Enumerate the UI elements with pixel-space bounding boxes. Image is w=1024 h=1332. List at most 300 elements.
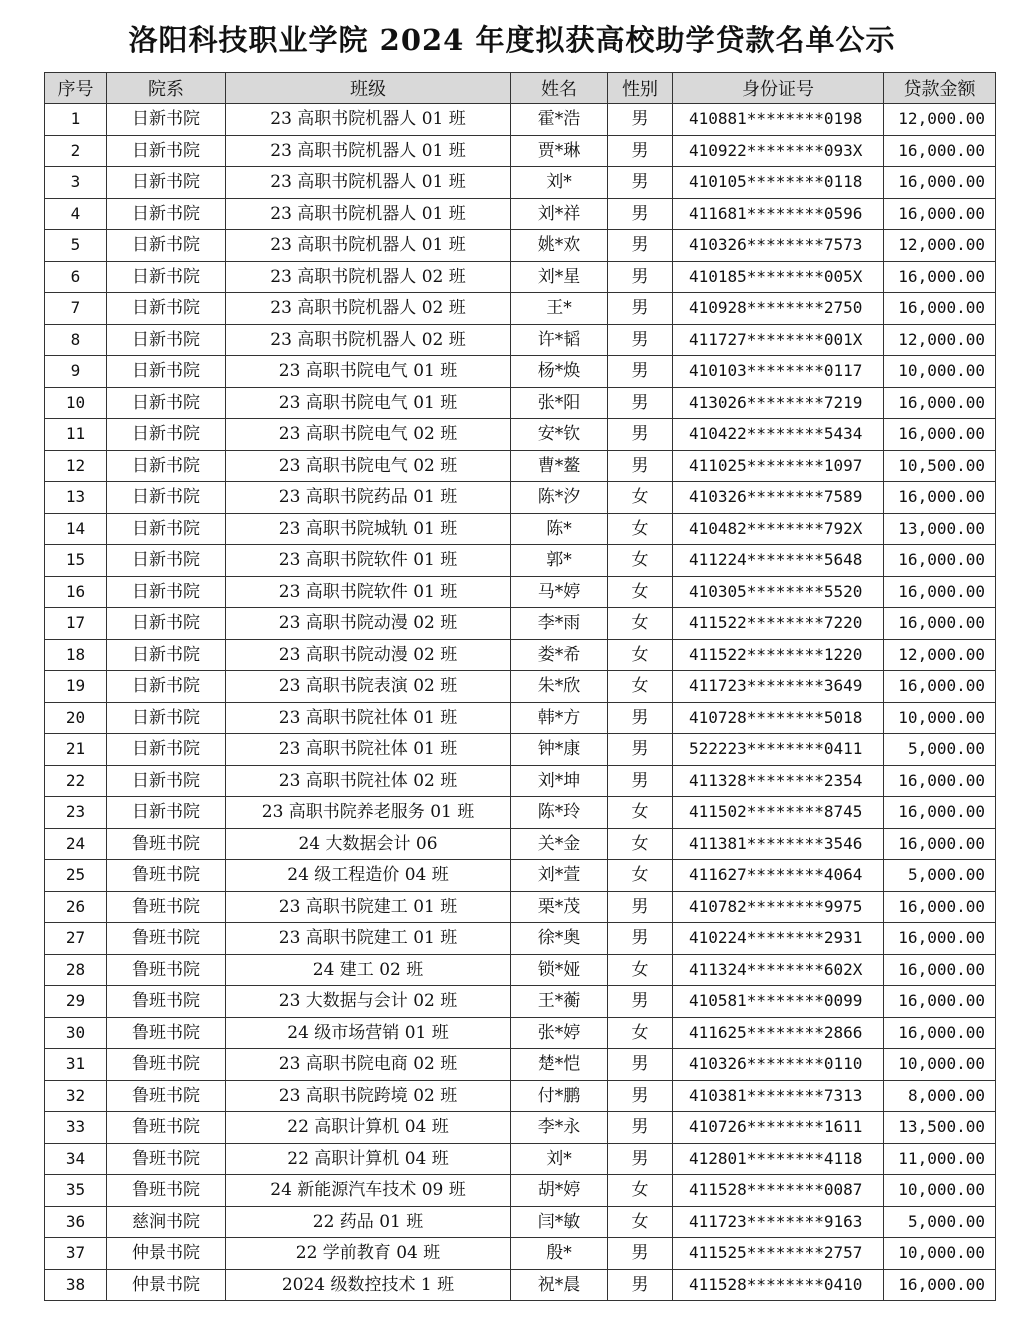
cell-index: 14 — [45, 513, 107, 545]
table-row — [45, 261, 996, 293]
cell-id-number: 410224********2931 — [673, 923, 884, 955]
cell-name: 王* — [511, 293, 608, 325]
table-row — [45, 419, 996, 451]
cell-loan-amount: 12,000.00 — [884, 324, 996, 356]
cell-class: 23 高职书院表演 02 班 — [226, 671, 511, 703]
cell-class: 24 级工程造价 04 班 — [226, 860, 511, 892]
cell-gender: 女 — [608, 671, 673, 703]
cell-id-number: 410422********5434 — [673, 419, 884, 451]
cell-id-number: 410928********2750 — [673, 293, 884, 325]
cell-gender: 男 — [608, 1080, 673, 1112]
cell-name: 刘*星 — [511, 261, 608, 293]
cell-class: 23 高职书院建工 01 班 — [226, 891, 511, 923]
cell-name: 刘* — [511, 1143, 608, 1175]
cell-gender: 男 — [608, 387, 673, 419]
cell-id-number: 411328********2354 — [673, 765, 884, 797]
cell-index: 16 — [45, 576, 107, 608]
cell-class: 23 高职书院跨境 02 班 — [226, 1080, 511, 1112]
table-row — [45, 1080, 996, 1112]
cell-class: 23 高职书院建工 01 班 — [226, 923, 511, 955]
cell-index: 35 — [45, 1175, 107, 1207]
cell-name: 许*韬 — [511, 324, 608, 356]
cell-department: 日新书院 — [107, 104, 226, 136]
cell-class: 23 高职书院机器人 01 班 — [226, 167, 511, 199]
cell-class: 23 高职书院动漫 02 班 — [226, 608, 511, 640]
cell-loan-amount: 16,000.00 — [884, 198, 996, 230]
cell-department: 日新书院 — [107, 545, 226, 577]
cell-id-number: 410103********0117 — [673, 356, 884, 388]
cell-name: 马*婷 — [511, 576, 608, 608]
cell-index: 6 — [45, 261, 107, 293]
cell-loan-amount: 16,000.00 — [884, 261, 996, 293]
table-row — [45, 1112, 996, 1144]
cell-gender: 男 — [608, 419, 673, 451]
cell-id-number: 411627********4064 — [673, 860, 884, 892]
table-row — [45, 167, 996, 199]
cell-id-number: 411522********7220 — [673, 608, 884, 640]
cell-loan-amount: 16,000.00 — [884, 387, 996, 419]
cell-index: 9 — [45, 356, 107, 388]
cell-class: 23 高职书院电气 01 班 — [226, 387, 511, 419]
cell-class: 23 高职书院软件 01 班 — [226, 576, 511, 608]
table-row — [45, 387, 996, 419]
cell-name: 刘*祥 — [511, 198, 608, 230]
cell-name: 徐*奥 — [511, 923, 608, 955]
cell-id-number: 411025********1097 — [673, 450, 884, 482]
cell-index: 3 — [45, 167, 107, 199]
cell-id-number: 410326********0110 — [673, 1049, 884, 1081]
cell-loan-amount: 12,000.00 — [884, 639, 996, 671]
cell-department: 日新书院 — [107, 230, 226, 262]
cell-department: 日新书院 — [107, 450, 226, 482]
cell-class: 23 高职书院动漫 02 班 — [226, 639, 511, 671]
cell-department: 鲁班书院 — [107, 1143, 226, 1175]
cell-id-number: 410581********0099 — [673, 986, 884, 1018]
cell-index: 32 — [45, 1080, 107, 1112]
table-row — [45, 293, 996, 325]
cell-index: 13 — [45, 482, 107, 514]
cell-index: 7 — [45, 293, 107, 325]
cell-id-number: 411224********5648 — [673, 545, 884, 577]
cell-class: 23 高职书院机器人 02 班 — [226, 261, 511, 293]
cell-name: 杨*焕 — [511, 356, 608, 388]
cell-index: 17 — [45, 608, 107, 640]
cell-gender: 男 — [608, 324, 673, 356]
table-row — [45, 1143, 996, 1175]
cell-index: 4 — [45, 198, 107, 230]
cell-id-number: 410305********5520 — [673, 576, 884, 608]
cell-gender: 女 — [608, 1175, 673, 1207]
cell-id-number: 410326********7573 — [673, 230, 884, 262]
cell-class: 23 高职书院药品 01 班 — [226, 482, 511, 514]
cell-index: 21 — [45, 734, 107, 766]
cell-class: 23 高职书院软件 01 班 — [226, 545, 511, 577]
cell-department: 日新书院 — [107, 419, 226, 451]
cell-gender: 女 — [608, 639, 673, 671]
cell-class: 22 药品 01 班 — [226, 1206, 511, 1238]
cell-index: 15 — [45, 545, 107, 577]
header-gender: 性别 — [608, 73, 673, 104]
cell-id-number: 411324********602X — [673, 954, 884, 986]
cell-gender: 男 — [608, 923, 673, 955]
table-row — [45, 608, 996, 640]
header-department: 院系 — [107, 73, 226, 104]
cell-class: 24 大数据会计 06 — [226, 828, 511, 860]
cell-department: 鲁班书院 — [107, 860, 226, 892]
table-row — [45, 482, 996, 514]
cell-id-number: 411528********0410 — [673, 1269, 884, 1301]
cell-index: 36 — [45, 1206, 107, 1238]
cell-department: 日新书院 — [107, 482, 226, 514]
cell-department: 日新书院 — [107, 513, 226, 545]
cell-gender: 女 — [608, 608, 673, 640]
cell-id-number: 410381********7313 — [673, 1080, 884, 1112]
cell-id-number: 413026********7219 — [673, 387, 884, 419]
cell-name: 关*金 — [511, 828, 608, 860]
cell-gender: 男 — [608, 1049, 673, 1081]
cell-department: 鲁班书院 — [107, 1112, 226, 1144]
cell-gender: 男 — [608, 135, 673, 167]
cell-loan-amount: 16,000.00 — [884, 419, 996, 451]
table-row — [45, 545, 996, 577]
cell-loan-amount: 12,000.00 — [884, 230, 996, 262]
cell-loan-amount: 16,000.00 — [884, 167, 996, 199]
cell-loan-amount: 16,000.00 — [884, 1269, 996, 1301]
cell-department: 鲁班书院 — [107, 891, 226, 923]
cell-id-number: 412801********4118 — [673, 1143, 884, 1175]
cell-id-number: 411502********8745 — [673, 797, 884, 829]
cell-department: 日新书院 — [107, 324, 226, 356]
cell-class: 23 高职书院机器人 01 班 — [226, 104, 511, 136]
table-row — [45, 198, 996, 230]
table-row — [45, 986, 996, 1018]
cell-gender: 女 — [608, 954, 673, 986]
table-row — [45, 104, 996, 136]
cell-index: 34 — [45, 1143, 107, 1175]
cell-gender: 女 — [608, 797, 673, 829]
cell-loan-amount: 10,000.00 — [884, 702, 996, 734]
cell-gender: 女 — [608, 545, 673, 577]
cell-loan-amount: 12,000.00 — [884, 104, 996, 136]
cell-loan-amount: 5,000.00 — [884, 1206, 996, 1238]
cell-department: 日新书院 — [107, 167, 226, 199]
header-loan-amount: 贷款金额 — [884, 73, 996, 104]
cell-loan-amount: 16,000.00 — [884, 482, 996, 514]
cell-id-number: 411522********1220 — [673, 639, 884, 671]
cell-name: 刘* — [511, 167, 608, 199]
cell-name: 陈*汐 — [511, 482, 608, 514]
cell-loan-amount: 16,000.00 — [884, 545, 996, 577]
cell-department: 日新书院 — [107, 135, 226, 167]
cell-name: 刘*萱 — [511, 860, 608, 892]
cell-department: 日新书院 — [107, 293, 226, 325]
cell-department: 仲景书院 — [107, 1238, 226, 1270]
cell-department: 仲景书院 — [107, 1269, 226, 1301]
cell-loan-amount: 10,000.00 — [884, 356, 996, 388]
cell-index: 18 — [45, 639, 107, 671]
cell-name: 李*雨 — [511, 608, 608, 640]
cell-loan-amount: 5,000.00 — [884, 860, 996, 892]
cell-id-number: 410782********9975 — [673, 891, 884, 923]
cell-index: 31 — [45, 1049, 107, 1081]
table-row — [45, 1049, 996, 1081]
cell-gender: 男 — [608, 230, 673, 262]
cell-class: 23 高职书院机器人 02 班 — [226, 324, 511, 356]
cell-name: 胡*婷 — [511, 1175, 608, 1207]
cell-gender: 男 — [608, 1269, 673, 1301]
cell-class: 24 级市场营销 01 班 — [226, 1017, 511, 1049]
cell-id-number: 410185********005X — [673, 261, 884, 293]
cell-gender: 女 — [608, 482, 673, 514]
cell-index: 1 — [45, 104, 107, 136]
cell-index: 24 — [45, 828, 107, 860]
cell-name: 曹*鳌 — [511, 450, 608, 482]
cell-index: 5 — [45, 230, 107, 262]
cell-name: 娄*希 — [511, 639, 608, 671]
header-name: 姓名 — [511, 73, 608, 104]
cell-name: 刘*坤 — [511, 765, 608, 797]
cell-gender: 男 — [608, 198, 673, 230]
table-row — [45, 513, 996, 545]
cell-gender: 男 — [608, 104, 673, 136]
cell-name: 霍*浩 — [511, 104, 608, 136]
table-header-row — [45, 73, 996, 104]
cell-class: 23 高职书院机器人 01 班 — [226, 135, 511, 167]
table-row — [45, 576, 996, 608]
cell-loan-amount: 11,000.00 — [884, 1143, 996, 1175]
cell-name: 闫*敏 — [511, 1206, 608, 1238]
cell-gender: 女 — [608, 1206, 673, 1238]
cell-department: 日新书院 — [107, 702, 226, 734]
cell-gender: 女 — [608, 513, 673, 545]
cell-loan-amount: 16,000.00 — [884, 828, 996, 860]
cell-department: 日新书院 — [107, 261, 226, 293]
cell-loan-amount: 8,000.00 — [884, 1080, 996, 1112]
cell-id-number: 411681********0596 — [673, 198, 884, 230]
cell-department: 日新书院 — [107, 639, 226, 671]
cell-index: 23 — [45, 797, 107, 829]
cell-class: 23 高职书院机器人 01 班 — [226, 230, 511, 262]
table-row — [45, 765, 996, 797]
cell-class: 23 高职书院电商 02 班 — [226, 1049, 511, 1081]
cell-index: 28 — [45, 954, 107, 986]
table-row — [45, 734, 996, 766]
cell-index: 25 — [45, 860, 107, 892]
cell-index: 8 — [45, 324, 107, 356]
cell-index: 27 — [45, 923, 107, 955]
table-row — [45, 1206, 996, 1238]
cell-class: 2024 级数控技术 1 班 — [226, 1269, 511, 1301]
cell-loan-amount: 16,000.00 — [884, 671, 996, 703]
cell-loan-amount: 16,000.00 — [884, 923, 996, 955]
cell-id-number: 411723********9163 — [673, 1206, 884, 1238]
cell-index: 20 — [45, 702, 107, 734]
header-index: 序号 — [45, 73, 107, 104]
cell-loan-amount: 16,000.00 — [884, 576, 996, 608]
cell-id-number: 411727********001X — [673, 324, 884, 356]
cell-loan-amount: 16,000.00 — [884, 608, 996, 640]
cell-id-number: 522223********0411 — [673, 734, 884, 766]
cell-gender: 男 — [608, 261, 673, 293]
table-row — [45, 1269, 996, 1301]
cell-id-number: 411381********3546 — [673, 828, 884, 860]
cell-gender: 男 — [608, 986, 673, 1018]
cell-gender: 男 — [608, 1112, 673, 1144]
cell-index: 2 — [45, 135, 107, 167]
cell-gender: 男 — [608, 765, 673, 797]
cell-name: 王*蘅 — [511, 986, 608, 1018]
cell-loan-amount: 16,000.00 — [884, 135, 996, 167]
cell-name: 付*鹏 — [511, 1080, 608, 1112]
cell-department: 日新书院 — [107, 734, 226, 766]
table-row — [45, 1238, 996, 1270]
cell-loan-amount: 10,000.00 — [884, 1175, 996, 1207]
cell-name: 锁*娅 — [511, 954, 608, 986]
table-row — [45, 891, 996, 923]
cell-id-number: 410922********093X — [673, 135, 884, 167]
cell-gender: 女 — [608, 860, 673, 892]
cell-loan-amount: 10,000.00 — [884, 1049, 996, 1081]
cell-gender: 男 — [608, 293, 673, 325]
table-row — [45, 923, 996, 955]
header-class: 班级 — [226, 73, 511, 104]
page-title: 洛阳科技职业学院 2024 年度拟获高校助学贷款名单公示 — [128, 23, 896, 57]
cell-class: 24 建工 02 班 — [226, 954, 511, 986]
cell-class: 23 高职书院电气 02 班 — [226, 450, 511, 482]
cell-name: 钟*康 — [511, 734, 608, 766]
cell-name: 安*钦 — [511, 419, 608, 451]
cell-department: 鲁班书院 — [107, 1080, 226, 1112]
cell-name: 贾*琳 — [511, 135, 608, 167]
cell-loan-amount: 13,000.00 — [884, 513, 996, 545]
cell-gender: 男 — [608, 450, 673, 482]
table-row — [45, 671, 996, 703]
cell-department: 鲁班书院 — [107, 1175, 226, 1207]
cell-name: 李*永 — [511, 1112, 608, 1144]
cell-name: 韩*方 — [511, 702, 608, 734]
table-row — [45, 828, 996, 860]
table-row — [45, 230, 996, 262]
cell-name: 郭* — [511, 545, 608, 577]
cell-class: 22 高职计算机 04 班 — [226, 1143, 511, 1175]
table-body — [45, 104, 996, 1301]
cell-class: 23 高职书院电气 01 班 — [226, 356, 511, 388]
table-row — [45, 450, 996, 482]
cell-name: 楚*恺 — [511, 1049, 608, 1081]
cell-name: 祝*晨 — [511, 1269, 608, 1301]
cell-index: 37 — [45, 1238, 107, 1270]
cell-loan-amount: 16,000.00 — [884, 765, 996, 797]
cell-id-number: 410881********0198 — [673, 104, 884, 136]
cell-index: 12 — [45, 450, 107, 482]
cell-department: 鲁班书院 — [107, 923, 226, 955]
cell-loan-amount: 16,000.00 — [884, 797, 996, 829]
cell-index: 33 — [45, 1112, 107, 1144]
table-row — [45, 860, 996, 892]
cell-id-number: 410326********7589 — [673, 482, 884, 514]
cell-class: 23 高职书院电气 02 班 — [226, 419, 511, 451]
cell-department: 日新书院 — [107, 671, 226, 703]
cell-id-number: 411723********3649 — [673, 671, 884, 703]
cell-class: 22 学前教育 04 班 — [226, 1238, 511, 1270]
cell-index: 10 — [45, 387, 107, 419]
cell-gender: 男 — [608, 702, 673, 734]
cell-loan-amount: 10,500.00 — [884, 450, 996, 482]
cell-name: 姚*欢 — [511, 230, 608, 262]
cell-index: 22 — [45, 765, 107, 797]
cell-index: 19 — [45, 671, 107, 703]
cell-gender: 男 — [608, 891, 673, 923]
cell-department: 日新书院 — [107, 765, 226, 797]
cell-class: 23 高职书院机器人 01 班 — [226, 198, 511, 230]
table-row — [45, 639, 996, 671]
table-row — [45, 954, 996, 986]
cell-class: 23 大数据与会计 02 班 — [226, 986, 511, 1018]
cell-department: 鲁班书院 — [107, 954, 226, 986]
cell-loan-amount: 13,500.00 — [884, 1112, 996, 1144]
cell-class: 23 高职书院养老服务 01 班 — [226, 797, 511, 829]
cell-class: 23 高职书院城轨 01 班 — [226, 513, 511, 545]
cell-loan-amount: 16,000.00 — [884, 293, 996, 325]
cell-id-number: 410105********0118 — [673, 167, 884, 199]
cell-gender: 女 — [608, 1017, 673, 1049]
cell-loan-amount: 16,000.00 — [884, 891, 996, 923]
cell-id-number: 410728********5018 — [673, 702, 884, 734]
cell-name: 殷* — [511, 1238, 608, 1270]
cell-id-number: 410726********1611 — [673, 1112, 884, 1144]
cell-gender: 男 — [608, 167, 673, 199]
cell-class: 23 高职书院机器人 02 班 — [226, 293, 511, 325]
cell-department: 鲁班书院 — [107, 828, 226, 860]
cell-class: 22 高职计算机 04 班 — [226, 1112, 511, 1144]
cell-department: 日新书院 — [107, 356, 226, 388]
cell-id-number: 411525********2757 — [673, 1238, 884, 1270]
cell-department: 日新书院 — [107, 387, 226, 419]
cell-gender: 女 — [608, 828, 673, 860]
cell-loan-amount: 16,000.00 — [884, 986, 996, 1018]
cell-index: 29 — [45, 986, 107, 1018]
table-row — [45, 324, 996, 356]
header-id-number: 身份证号 — [673, 73, 884, 104]
table-row — [45, 797, 996, 829]
table-row — [45, 1017, 996, 1049]
cell-index: 26 — [45, 891, 107, 923]
cell-gender: 女 — [608, 576, 673, 608]
cell-index: 30 — [45, 1017, 107, 1049]
cell-class: 23 高职书院社体 01 班 — [226, 734, 511, 766]
cell-name: 朱*欣 — [511, 671, 608, 703]
cell-department: 日新书院 — [107, 198, 226, 230]
cell-gender: 男 — [608, 1143, 673, 1175]
cell-loan-amount: 10,000.00 — [884, 1238, 996, 1270]
cell-id-number: 411625********2866 — [673, 1017, 884, 1049]
table-row — [45, 1175, 996, 1207]
cell-gender: 男 — [608, 356, 673, 388]
cell-id-number: 411528********0087 — [673, 1175, 884, 1207]
cell-department: 日新书院 — [107, 576, 226, 608]
cell-department: 日新书院 — [107, 797, 226, 829]
table-row — [45, 356, 996, 388]
cell-class: 23 高职书院社体 01 班 — [226, 702, 511, 734]
cell-department: 鲁班书院 — [107, 1017, 226, 1049]
cell-class: 23 高职书院社体 02 班 — [226, 765, 511, 797]
cell-department: 鲁班书院 — [107, 986, 226, 1018]
table-row — [45, 135, 996, 167]
cell-department: 日新书院 — [107, 608, 226, 640]
loan-list-table — [44, 72, 996, 1301]
cell-name: 栗*茂 — [511, 891, 608, 923]
cell-department: 慈涧书院 — [107, 1206, 226, 1238]
